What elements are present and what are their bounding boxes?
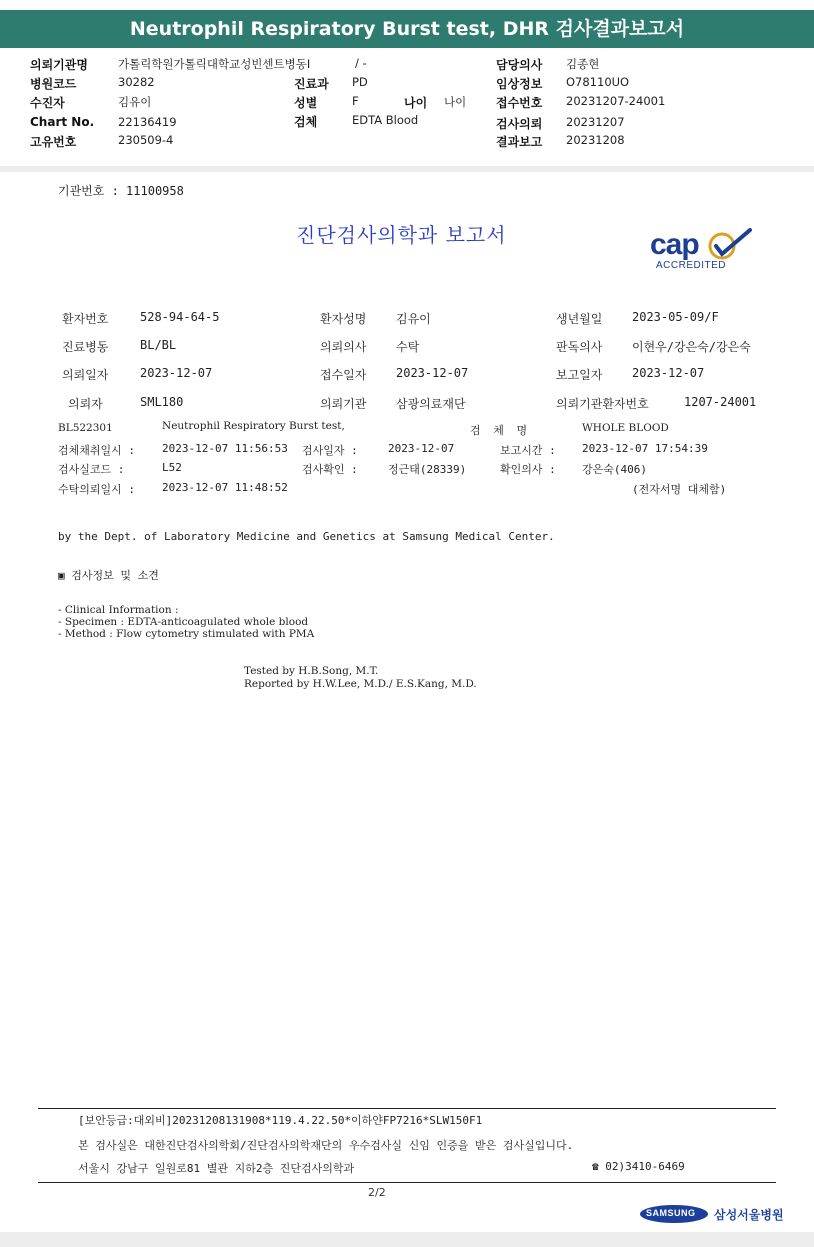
patient-no-label: 환자번호 [62,312,109,326]
unique-label: 고유번호 [30,135,77,149]
req-org-value: 가톨릭학원가톨릭대학교성빈센트병동I [118,57,311,71]
collect-time-value: 2023-12-07 11:56:53 [162,442,288,455]
report-time-value: 2023-12-07 17:54:39 [582,442,708,455]
lab-phone: ☎ 02)3410-6469 [592,1160,685,1173]
test-name: Neutrophil Respiratory Burst test, [162,420,345,432]
certification-text: 본 검사실은 대한진단검사의학회/진단검사의학재단의 우수검사실 신임 인증을 받은 검사실입니다. [78,1139,574,1152]
reading-doctor-value: 이현우/강은숙/강은숙 [632,340,751,354]
reported-by: Reported by H.W.Lee, M.D./ E.S.Kang, M.D. [244,678,477,690]
footer-bottom-rule [38,1182,776,1183]
ward-label: 진료병동 [62,340,109,354]
section-title: ▣ 검사정보 및 소견 [58,569,159,582]
requester-value: SML180 [140,395,184,409]
cap-logo-text: cap [650,228,699,261]
sex-label: 성별 [294,96,318,110]
hosp-code-value: 30282 [118,75,155,89]
footer-top-rule [38,1108,776,1109]
hosp-code-label: 병원코드 [30,77,77,91]
req-doctor-label: 의뢰의사 [320,340,367,354]
bottom-band [0,1232,814,1247]
report-date-label: 보고일자 [556,368,603,382]
esign-note: (전자서명 대체함) [632,483,727,496]
chart-value: 22136419 [118,115,177,129]
age-value: 나이 [444,95,467,109]
patient-no-value: 528-94-64-5 [140,310,220,324]
patient-label: 수진자 [30,96,65,110]
req-date-value: 2023-12-07 [140,366,213,380]
ward-value: BL/BL [140,338,177,352]
clinical-value: O78110UO [566,75,630,89]
dept-label: 진료과 [294,77,329,91]
result-label: 결과보고 [496,135,543,149]
clinical-information: - Clinical Information : [58,604,179,616]
req-date-label: 의뢰일자 [62,368,109,382]
test-code: BL522301 [58,422,113,434]
reading-doctor-label: 판독의사 [556,340,603,354]
confirm-doctor-label: 확인의사 : [500,463,556,476]
institution-number: 기관번호 : 11100958 [58,184,184,198]
birth-date-label: 생년월일 [556,312,603,326]
cap-checkmark-icon [706,228,754,262]
page-number: 2/2 [368,1186,386,1199]
exam-date-value: 2023-12-07 [388,442,455,455]
clinical-label: 임상정보 [496,77,543,91]
birth-date-value: 2023-05-09/F [632,310,719,324]
receipt-date-value: 2023-12-07 [396,366,469,380]
report-time-label: 보고시간 : [500,444,556,457]
receipt-value: 20231207-24001 [566,94,666,108]
cap-accredited-logo [648,228,758,276]
specimen-information: - Specimen : EDTA-anticoagulated whole blood [58,616,309,628]
chart-label: Chart No. [30,115,95,129]
requester-label: 의뢰자 [68,397,103,411]
patient-info-panel [0,48,814,167]
security-line: [보안등급:대외비]20231208131908*119.4.22.50*이하얀FP7216*SLW150F1 [78,1114,483,1127]
specimen-name-value: WHOLE BLOOD [582,422,669,434]
collect-time-label: 검체채취일시 : [58,444,136,457]
age-label: 나이 [404,96,428,110]
dept-line: by the Dept. of Laboratory Medicine and Genetics at Samsung Medical Center. [58,530,555,543]
slash-value: / - [355,56,367,70]
accept-time-label: 수탁의뢰일시 : [58,483,136,496]
exam-confirm-value: 정근태(28339) [388,463,467,476]
cap-accredited-text: ACCREDITED [656,260,727,271]
specimen-label: 검체 [294,115,318,129]
report-heading: 진단검사의학과 보고서 [296,223,507,247]
exam-req-label: 검사의뢰 [496,117,543,131]
report-document [0,172,814,1232]
req-inst-patient-no-label: 의뢰기관환자번호 [556,397,649,411]
specimen-value: EDTA Blood [352,113,419,127]
lab-code-value: L52 [162,461,182,474]
lab-address: 서울시 강남구 일원로81 별관 지하2층 진단검사의학과 [78,1162,355,1175]
result-value: 20231208 [566,133,625,147]
sex-value: F [352,94,359,108]
specimen-name-label: 검 체 명 [470,424,531,437]
req-inst-label: 의뢰기관 [320,397,367,411]
lab-code-label: 검사실코드 : [58,463,125,476]
receipt-date-label: 접수일자 [320,368,367,382]
dept-value: PD [352,75,368,89]
tested-by: Tested by H.B.Song, M.T. [244,665,379,677]
samsung-hospital-logo [640,1203,784,1225]
doctor-label: 담당의사 [496,58,543,72]
hospital-name: 삼성서울병원 [714,1208,784,1222]
exam-confirm-label: 검사확인 : [302,463,358,476]
report-title: Neutrophil Respiratory Burst test, DHR 검사결과보고서 [0,10,814,49]
accept-time-value: 2023-12-07 11:48:52 [162,481,288,494]
req-inst-patient-no-value: 1207-24001 [684,395,757,409]
doctor-value: 김종현 [566,57,600,71]
unique-value: 230509-4 [118,133,174,147]
patient-value: 김유이 [118,95,152,109]
req-inst-value: 삼광의료재단 [396,397,466,411]
exam-date-label: 검사일자 : [302,444,358,457]
receipt-label: 접수번호 [496,96,543,110]
method-information: - Method : Flow cytometry stimulated with PMA [58,628,315,640]
report-date-value: 2023-12-07 [632,366,705,380]
patient-name-value: 김유이 [396,312,431,326]
exam-req-value: 20231207 [566,115,625,129]
req-org-label: 의뢰기관명 [30,58,88,72]
confirm-doctor-value: 강은숙(406) [582,463,647,476]
req-doctor-value: 수탁 [396,340,420,354]
patient-name-label: 환자성명 [320,312,367,326]
samsung-logo-text: SAMSUNG [646,1208,696,1218]
